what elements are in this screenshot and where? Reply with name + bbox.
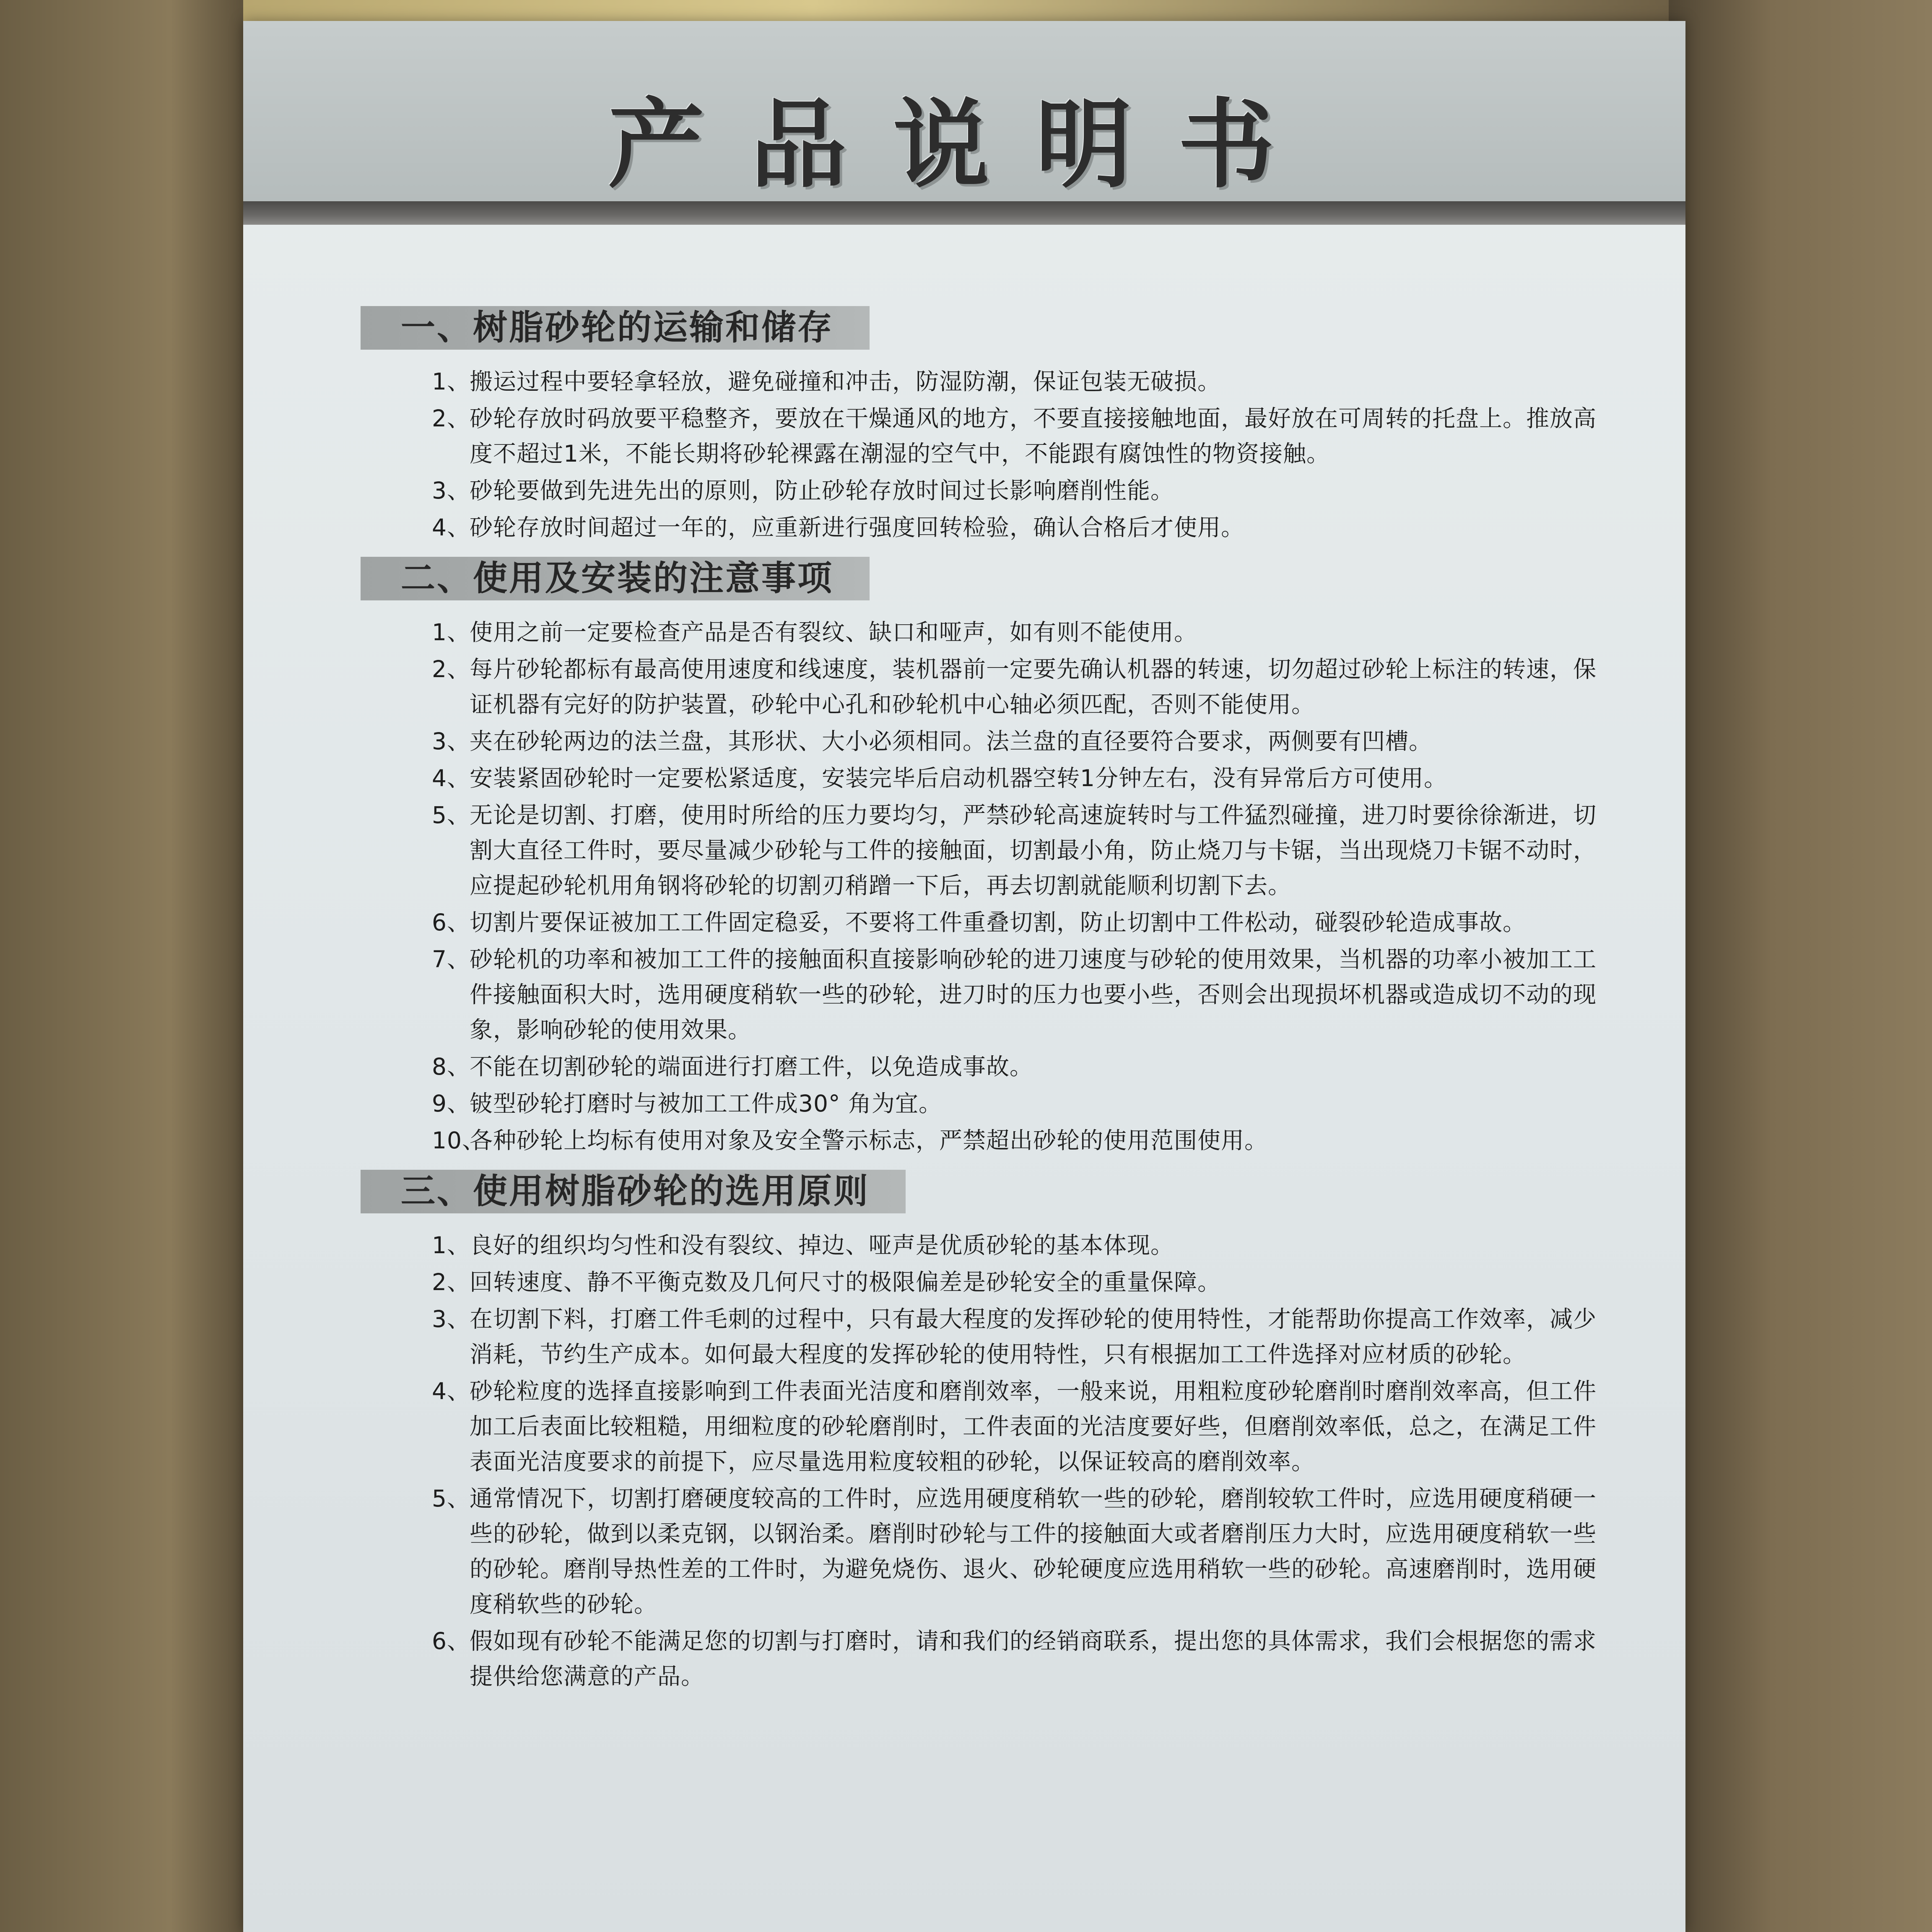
list-item bbox=[432, 1374, 1618, 1479]
item-number: 3、 bbox=[432, 1306, 470, 1332]
list-item bbox=[432, 510, 1618, 545]
list-item bbox=[432, 797, 1618, 903]
item-number: 4、 bbox=[432, 765, 470, 792]
section-2 bbox=[361, 557, 1618, 1158]
item-text: 不能在切割砂轮的端面进行打磨工件，以免造成事故。 bbox=[470, 1053, 1034, 1080]
list-item bbox=[432, 473, 1618, 508]
list-item bbox=[432, 364, 1618, 399]
list-item bbox=[432, 942, 1618, 1047]
item-text: 每片砂轮都标有最高使用速度和线速度，装机器前一定要先确认机器的转速，切勿超过砂轮上标注的转速，保证机器有完好的防护装置，砂轮中心孔和砂轮机中心轴必须匹配，否则不能使用。 bbox=[470, 656, 1597, 718]
item-number: 1、 bbox=[432, 619, 470, 646]
item-number: 4、 bbox=[432, 1378, 470, 1405]
item-text: 砂轮要做到先进先出的原则，防止砂轮存放时间过长影响磨削性能。 bbox=[470, 477, 1174, 504]
item-number: 3、 bbox=[432, 477, 470, 504]
instruction-sheet bbox=[243, 21, 1685, 1932]
list-item bbox=[432, 1228, 1618, 1263]
list-item bbox=[432, 1481, 1618, 1622]
list-item bbox=[432, 905, 1618, 940]
item-text: 在切割下料，打磨工件毛刺的过程中，只有最大程度的发挥砂轮的使用特性，才能帮助你提高工作效率，减少消耗，节约生产成本。如何最大程度的发挥砂轮的使用特性，只有根据加工工件选择对应材质的砂轮。 bbox=[470, 1306, 1597, 1368]
item-number: 2、 bbox=[432, 656, 470, 683]
item-text: 砂轮存放时间超过一年的，应重新进行强度回转检验，确认合格后才使用。 bbox=[470, 514, 1245, 541]
section-heading: 一、树脂砂轮的运输和储存 bbox=[361, 306, 870, 350]
section-item-list bbox=[361, 1228, 1618, 1694]
item-text: 铍型砂轮打磨时与被加工工件成30° 角为宜。 bbox=[470, 1090, 942, 1117]
background-right bbox=[1664, 0, 1932, 1932]
item-number: 9、 bbox=[432, 1090, 470, 1117]
item-text: 回转速度、静不平衡克数及几何尺寸的极限偏差是砂轮安全的重量保障。 bbox=[470, 1269, 1221, 1296]
list-item bbox=[432, 1123, 1618, 1158]
item-number: 7、 bbox=[432, 946, 470, 973]
item-number: 3、 bbox=[432, 728, 470, 755]
list-item bbox=[432, 1049, 1618, 1084]
item-text: 使用之前一定要检查产品是否有裂纹、缺口和哑声，如有则不能使用。 bbox=[470, 619, 1198, 646]
list-item bbox=[432, 1301, 1618, 1372]
list-item bbox=[432, 401, 1618, 471]
item-text: 砂轮粒度的选择直接影响到工件表面光洁度和磨削效率，一般来说，用粗粒度砂轮磨削时磨削效率高，但工件加工后表面比较粗糙，用细粒度的砂轮磨削时，工件表面的光洁度要好些，但磨削效率低，总之，在满足工件表面光洁度要求的前提下，应尽量选用粒度较粗的砂轮，以保证较高的磨削效率。 bbox=[470, 1378, 1597, 1475]
item-text: 搬运过程中要轻拿轻放，避免碰撞和冲击，防湿防潮，保证包装无破损。 bbox=[470, 368, 1221, 395]
section-3 bbox=[361, 1170, 1618, 1694]
item-number: 6、 bbox=[432, 909, 470, 936]
section-item-list bbox=[361, 364, 1618, 545]
item-text: 各种砂轮上均标有使用对象及安全警示标志，严禁超出砂轮的使用范围使用。 bbox=[470, 1127, 1268, 1154]
section-item-list bbox=[361, 615, 1618, 1158]
item-text: 安装紧固砂轮时一定要松紧适度，安装完毕后启动机器空转1分钟左右，没有异常后方可使用。 bbox=[470, 765, 1447, 792]
section-heading: 二、使用及安装的注意事项 bbox=[361, 557, 870, 600]
list-item bbox=[432, 1265, 1618, 1300]
list-item bbox=[432, 652, 1618, 722]
background-left bbox=[0, 0, 243, 1932]
item-text: 切割片要保证被加工工件固定稳妥，不要将工件重叠切割，防止切割中工件松动，碰裂砂轮造成事故。 bbox=[470, 909, 1527, 936]
item-number: 6、 bbox=[432, 1628, 470, 1654]
item-number: 4、 bbox=[432, 514, 470, 541]
item-number: 10、 bbox=[432, 1127, 486, 1154]
list-item bbox=[432, 1623, 1618, 1694]
document-body bbox=[361, 306, 1618, 1706]
item-text: 夹在砂轮两边的法兰盘，其形状、大小必须相同。法兰盘的直径要符合要求，两侧要有凹槽。 bbox=[470, 728, 1433, 755]
section-heading: 三、使用树脂砂轮的选用原则 bbox=[361, 1170, 906, 1213]
item-number: 5、 bbox=[432, 1485, 470, 1512]
item-text: 无论是切割、打磨，使用时所给的压力要均匀，严禁砂轮高速旋转时与工件猛烈碰撞，进刀时要徐徐渐进，切割大直径工件时，要尽量减少砂轮与工件的接触面，切割最小角，防止烧刀与卡锯，当出现烧刀卡锯不动时，应提起砂轮机用角钢将砂轮的切割刃稍蹭一下后，再去切割就能顺利切割下去。 bbox=[470, 802, 1597, 899]
item-number: 8、 bbox=[432, 1053, 470, 1080]
document-title: 产品说明书 bbox=[608, 89, 1321, 201]
item-text: 砂轮存放时码放要平稳整齐，要放在干燥通风的地方，不要直接接触地面，最好放在可周转的托盘上。推放高度不超过1米，不能长期将砂轮裸露在潮湿的空气中，不能跟有腐蚀性的物资接触。 bbox=[470, 405, 1597, 467]
item-number: 2、 bbox=[432, 1269, 470, 1296]
list-item bbox=[432, 1086, 1618, 1121]
item-number: 1、 bbox=[432, 1232, 470, 1259]
item-text: 通常情况下，切割打磨硬度较高的工件时，应选用硬度稍软一些的砂轮，磨削较软工件时，应选用硬度稍硬一些的砂轮，做到以柔克钢，以钢治柔。磨削时砂轮与工件的接触面大或者磨削压力大时，应选用硬度稍软一些的砂轮。磨削导热性差的工件时，为避免烧伤、退火、砂轮硬度应选用稍软一些的砂轮。高速磨削时，选用硬度稍软些的砂轮。 bbox=[470, 1485, 1597, 1618]
section-1 bbox=[361, 306, 1618, 545]
list-item bbox=[432, 761, 1618, 796]
item-number: 1、 bbox=[432, 368, 470, 395]
item-number: 2、 bbox=[432, 405, 470, 432]
item-text: 假如现有砂轮不能满足您的切割与打磨时，请和我们的经销商联系，提出您的具体需求，我们会根据您的需求提供给您满意的产品。 bbox=[470, 1628, 1597, 1690]
list-item bbox=[432, 615, 1618, 650]
list-item bbox=[432, 724, 1618, 759]
item-number: 5、 bbox=[432, 802, 470, 828]
item-text: 砂轮机的功率和被加工工件的接触面积直接影响砂轮的进刀速度与砂轮的使用效果，当机器的功率小被加工工件接触面积大时，选用硬度稍软一些的砂轮，进刀时的压力也要小些，否则会出现损坏机器或造成切不动的现象，影响砂轮的使用效果。 bbox=[470, 946, 1597, 1043]
item-text: 良好的组织均匀性和没有裂纹、掉边、哑声是优质砂轮的基本体现。 bbox=[470, 1232, 1174, 1259]
